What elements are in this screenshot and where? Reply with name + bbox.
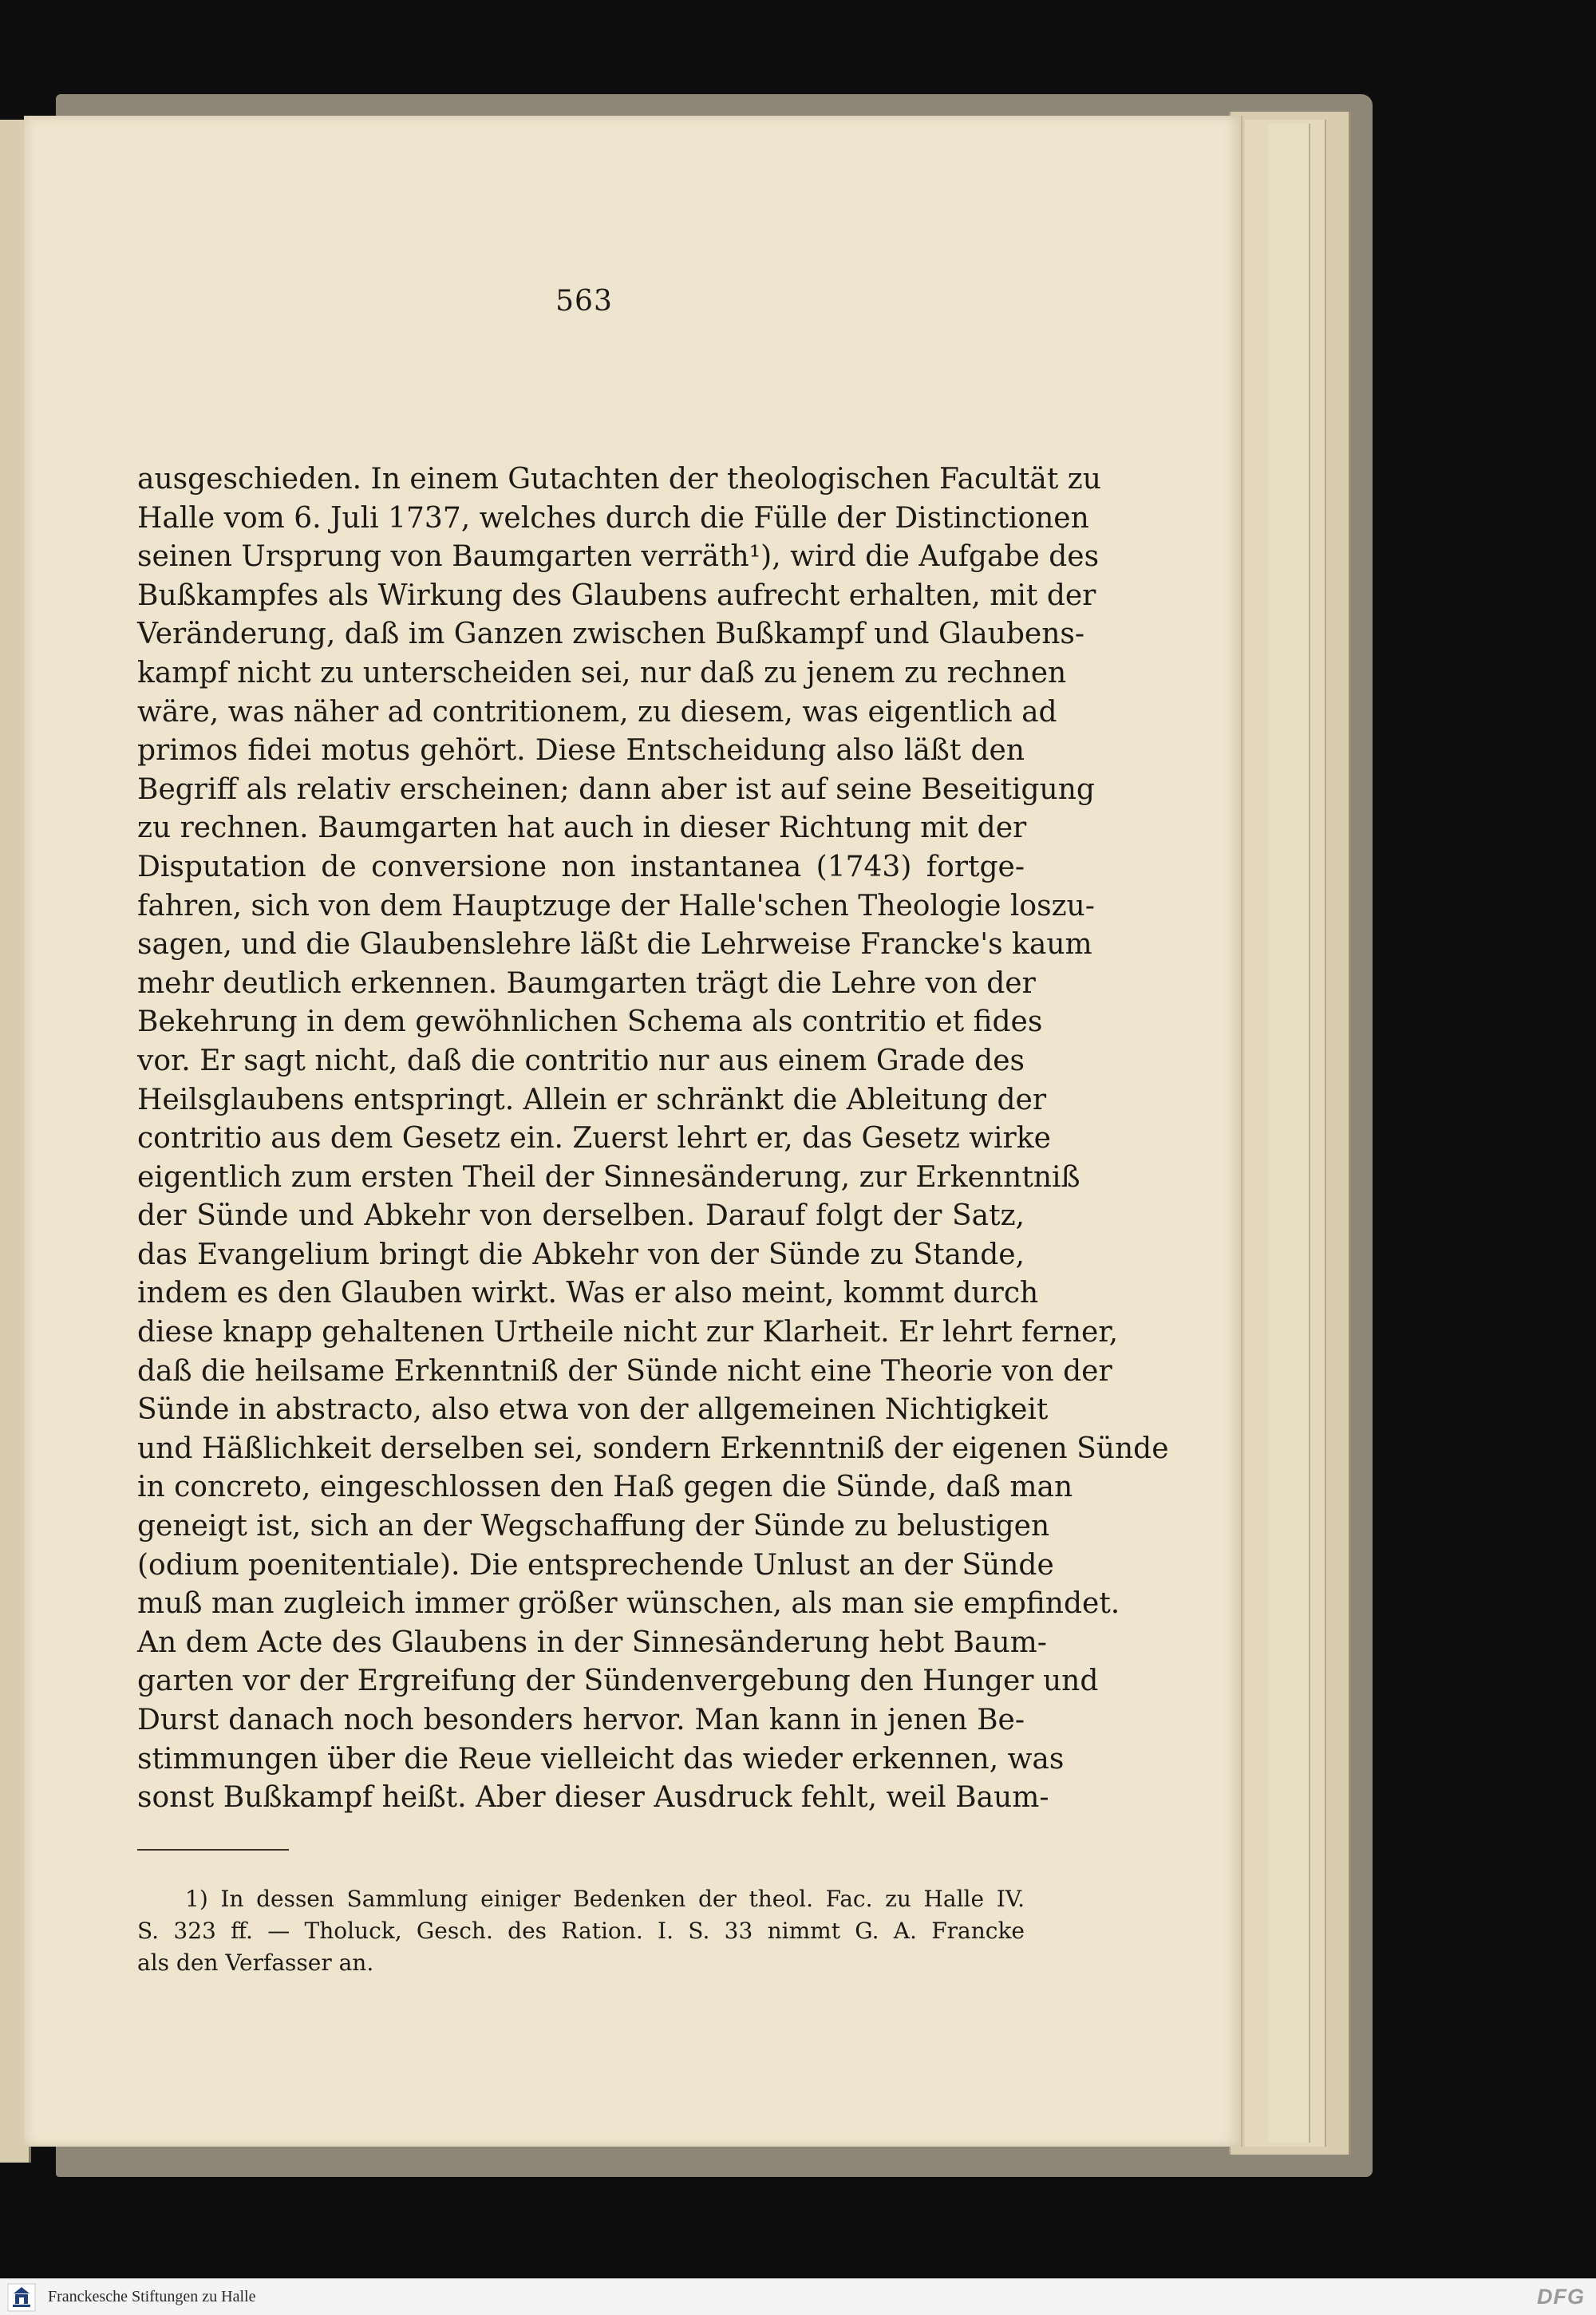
text-line: ausgeschieden. In einem Gutachten der theologischen Facultät zu (137, 463, 1101, 496)
text-line: Begriff als relativ erscheinen; dann aber ist auf seine Beseitigung (137, 772, 1095, 806)
footnote-line: 1) In dessen Sammlung einiger Bedenken der theol. Fac. zu Halle IV. (185, 1886, 1025, 1912)
text-line: seinen Ursprung von Baumgarten verräth¹), wird die Aufgabe des (137, 540, 1100, 574)
text-line: Veränderung, daß im Ganzen zwischen Bußkampf und Glaubens- (137, 618, 1085, 651)
footnote-divider (137, 1849, 289, 1851)
text-line: diese knapp gehaltenen Urtheile nicht zur Klarheit. Er lehrt ferner, (137, 1316, 1119, 1349)
text-line: indem es den Glauben wirkt. Was er also meint, kommt durch (137, 1277, 1039, 1310)
text-line: geneigt ist, sich an der Wegschaffung der Sünde zu belustigen (137, 1510, 1050, 1543)
text-line: Bußkampfes als Wirkung des Glaubens aufrecht erhalten, mit der (137, 579, 1096, 612)
text-line: stimmungen über die Reue vielleicht das wieder erkennen, was (137, 1742, 1065, 1776)
text-line: das Evangelium bringt die Abkehr von der Sünde zu Stande, (137, 1238, 1025, 1271)
page-stack-edge (1269, 124, 1310, 2143)
text-line: An dem Acte des Glaubens in der Sinnesänderung hebt Baum- (137, 1626, 1047, 1659)
text-line: daß die heilsame Erkenntniß der Sünde nicht eine Theorie von der (137, 1354, 1112, 1388)
text-line: muß man zugleich immer größer wünschen, als man sie empfindet. (137, 1587, 1120, 1621)
viewer-footer (0, 2278, 1596, 2315)
footnote-line: S. 323 ff. — Tholuck, Gesch. des Ration. I. S. 33 nimmt G. A. Francke (137, 1918, 1025, 1944)
text-line: mehr deutlich erkennen. Baumgarten trägt die Lehre von der (137, 966, 1036, 1000)
page-number: 563 (555, 285, 613, 318)
text-line: Heilsglaubens entspringt. Allein er schränkt die Ableitung der (137, 1083, 1047, 1116)
text-line: wäre, was näher ad contritionem, zu diesem, was eigentlich ad (137, 695, 1057, 729)
text-line: eigentlich zum ersten Theil der Sinnesänderung, zur Erkenntniß (137, 1160, 1080, 1194)
footnote-line: als den Verfasser an. (137, 1950, 374, 1976)
text-line: Sünde in abstracto, also etwa von der allgemeinen Nichtigkeit (137, 1393, 1049, 1427)
text-line: garten vor der Ergreifung der Sündenvergebung den Hunger und (137, 1665, 1099, 1698)
text-line: Durst danach noch besonders hervor. Man kann in jenen Be- (137, 1704, 1025, 1736)
text-line: primos fidei motus gehört. Diese Entscheidung also läßt den (137, 734, 1025, 768)
text-line: Bekehrung in dem gewöhnlichen Schema als contritio et fides (137, 1005, 1043, 1039)
text-line: sagen, und die Glaubenslehre läßt die Lehrweise Francke's kaum (137, 928, 1092, 962)
text-line: fahren, sich von dem Hauptzuge der Halle'schen Theologie loszu- (137, 889, 1095, 922)
text-line: (odium poenitentiale). Die entsprechende Unlust an der Sünde (137, 1548, 1054, 1582)
text-line: Halle vom 6. Juli 1737, welches durch die Fülle der Distinctionen (137, 501, 1089, 535)
body-text (137, 460, 1169, 1818)
text-line: der Sünde und Abkehr von derselben. Darauf folgt der Satz, (137, 1199, 1025, 1233)
institution-emblem-icon (8, 2284, 35, 2311)
dfg-logo: DFG (1537, 2285, 1585, 2309)
text-line: und Häßlichkeit derselben sei, sondern Erkenntniß der eigenen Sünde (137, 1432, 1169, 1465)
text-line: sonst Bußkampf heißt. Aber dieser Ausdruck fehlt, weil Baum- (137, 1781, 1049, 1815)
book-page (24, 116, 1242, 2147)
institution-link[interactable]: Franckesche Stiftungen zu Halle (48, 2288, 256, 2305)
text-line: vor. Er sagt nicht, daß die contritio nur aus einem Grade des (137, 1044, 1025, 1077)
text-line: kampf nicht zu unterscheiden sei, nur daß zu jenem zu rechnen (137, 656, 1067, 689)
text-line: contritio aus dem Gesetz ein. Zuerst lehrt er, das Gesetz wirke (137, 1122, 1051, 1156)
text-line: Disputation de conversione non instantanea (1743) fortge- (137, 850, 1025, 883)
text-line: zu rechnen. Baumgarten hat auch in dieser Richtung mit der (137, 812, 1027, 845)
footnote (137, 1883, 1025, 1979)
text-line: in concreto, eingeschlossen den Haß gegen die Sünde, daß man (137, 1471, 1073, 1504)
